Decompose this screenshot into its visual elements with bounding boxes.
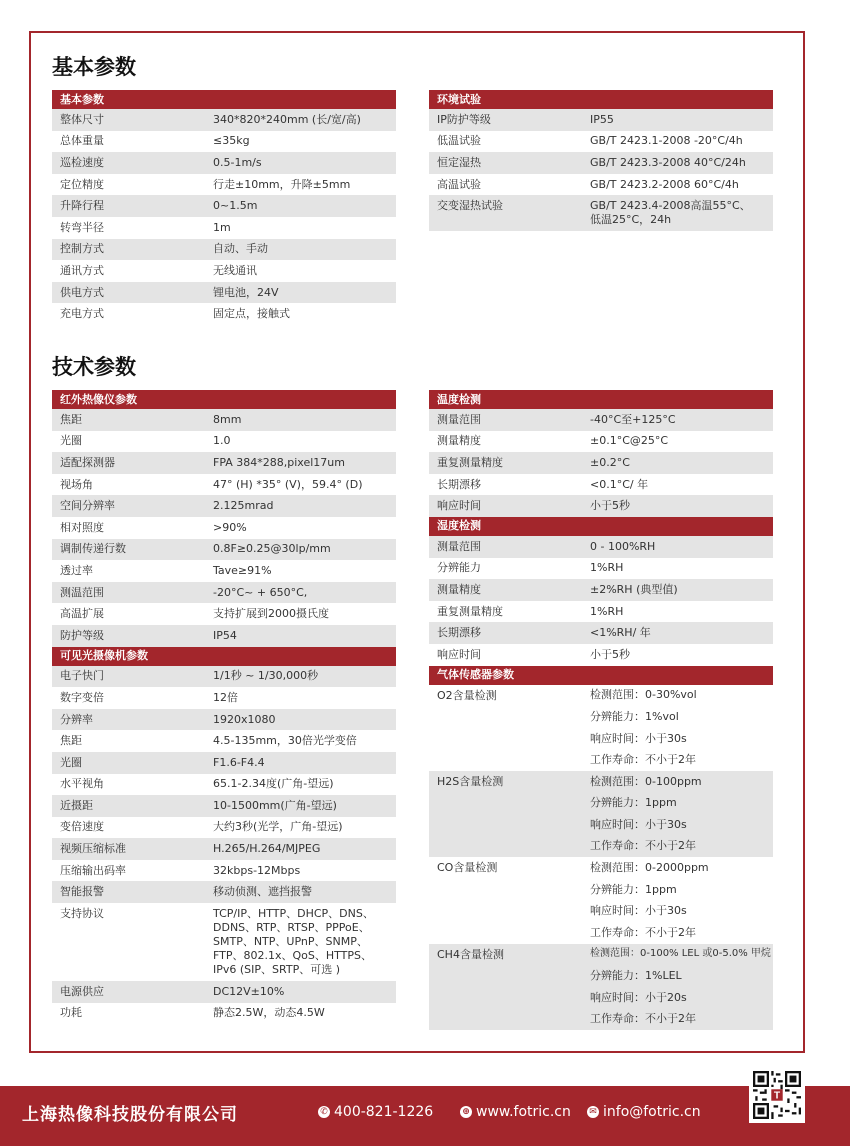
phone-number: 400-821-1226 bbox=[334, 1104, 434, 1120]
visible-row bbox=[52, 709, 396, 731]
temp-value: -40°C至+125°C bbox=[582, 409, 773, 431]
temp-header-row bbox=[429, 390, 773, 409]
gas-item: 工作寿命：不小于2年 bbox=[582, 1008, 773, 1030]
visible-value: 大约3秒(光学，广角-望远) bbox=[205, 817, 396, 839]
humid-header: 湿度检测 bbox=[429, 517, 773, 536]
basic-row bbox=[52, 260, 396, 282]
visible-value: DC12V±10% bbox=[205, 981, 396, 1003]
temp-row bbox=[429, 495, 773, 517]
basic-section-title: 基本参数 bbox=[52, 55, 136, 79]
gas-item: 分辨能力：1%LEL bbox=[582, 965, 773, 987]
website-contact[interactable] bbox=[460, 1104, 571, 1120]
basic-value: 0~1.5m bbox=[205, 195, 396, 217]
humid-label: 重复测量精度 bbox=[429, 601, 582, 623]
gas-item: 工作寿命：不小于2年 bbox=[582, 749, 773, 771]
visible-label: 支持协议 bbox=[52, 903, 205, 981]
visible-label: 视频压缩标准 bbox=[52, 838, 205, 860]
basic-value: 无线通讯 bbox=[205, 260, 396, 282]
visible-label: 数字变倍 bbox=[52, 687, 205, 709]
ir-value: 1.0 bbox=[205, 431, 396, 453]
ir-value: -20°C~ + 650°C, bbox=[205, 582, 396, 604]
basic-row bbox=[52, 174, 396, 196]
visible-label: 光圈 bbox=[52, 752, 205, 774]
phone-icon: ✆ bbox=[318, 1106, 330, 1118]
visible-label: 分辨率 bbox=[52, 709, 205, 731]
website-url: www.fotric.cn bbox=[476, 1104, 571, 1120]
ir-label: 防护等级 bbox=[52, 625, 205, 647]
basic-row bbox=[52, 282, 396, 304]
gas-item: 分辨能力：1ppm bbox=[582, 879, 773, 901]
ir-row bbox=[52, 603, 396, 625]
humid-value: <1%RH/ 年 bbox=[582, 622, 773, 644]
visible-label: 电源供应 bbox=[52, 981, 205, 1003]
env-label: 恒定湿热 bbox=[429, 152, 582, 174]
gas-row bbox=[429, 857, 773, 879]
visible-header: 可见光摄像机参数 bbox=[52, 647, 396, 666]
visible-label: 压缩输出码率 bbox=[52, 860, 205, 882]
basic-label: 转弯半径 bbox=[52, 217, 205, 239]
globe-icon: ⊕ bbox=[460, 1106, 472, 1118]
gas-group-name: CH4含量检测 bbox=[429, 944, 582, 1030]
humid-row bbox=[429, 558, 773, 580]
visible-row bbox=[52, 817, 396, 839]
env-label: 高温试验 bbox=[429, 174, 582, 196]
ir-row bbox=[52, 474, 396, 496]
company-name: 上海热像科技股份有限公司 bbox=[22, 1105, 238, 1125]
gas-item: 响应时间：小于30s bbox=[582, 728, 773, 750]
ir-value: 8mm bbox=[205, 409, 396, 431]
basic-label: 升降行程 bbox=[52, 195, 205, 217]
env-row bbox=[429, 174, 773, 196]
humid-label: 分辨能力 bbox=[429, 558, 582, 580]
env-label: 交变湿热试验 bbox=[429, 195, 582, 231]
qr-code-icon bbox=[753, 1071, 801, 1119]
visible-label: 电子快门 bbox=[52, 666, 205, 688]
ir-header-row bbox=[52, 390, 396, 409]
visible-value: TCP/IP、HTTP、DHCP、DNS、 DDNS、RTP、RTSP、PPPoE、 SMTP、NTP、UPnP、SNMP、 FTP、802.1x、QoS、HTTPS、 IPv6 (SIP、SRTP、可选 ) bbox=[205, 903, 396, 981]
ir-row bbox=[52, 495, 396, 517]
env-value: GB/T 2423.3-2008 40°C/24h bbox=[582, 152, 773, 174]
visible-row bbox=[52, 795, 396, 817]
ir-label: 空间分辨率 bbox=[52, 495, 205, 517]
humid-row bbox=[429, 536, 773, 558]
humid-row bbox=[429, 601, 773, 623]
visible-label: 变倍速度 bbox=[52, 817, 205, 839]
temp-label: 测量精度 bbox=[429, 431, 582, 453]
basic-row bbox=[52, 303, 396, 325]
basic-row bbox=[52, 195, 396, 217]
basic-label: 总体重量 bbox=[52, 131, 205, 153]
gas-header: 气体传感器参数 bbox=[429, 666, 773, 685]
visible-label: 近摄距 bbox=[52, 795, 205, 817]
temp-row bbox=[429, 474, 773, 496]
visible-value: 静态2.5W，动态4.5W bbox=[205, 1003, 396, 1025]
gas-item: 响应时间：小于30s bbox=[582, 900, 773, 922]
basic-header: 基本参数 bbox=[52, 90, 396, 109]
basic-label: 整体尺寸 bbox=[52, 109, 205, 131]
visible-header-row bbox=[52, 647, 396, 666]
basic-params-table bbox=[52, 90, 396, 325]
gas-group-name: H2S含量检测 bbox=[429, 771, 582, 857]
ir-label: 高温扩展 bbox=[52, 603, 205, 625]
temp-label: 长期漂移 bbox=[429, 474, 582, 496]
env-row bbox=[429, 195, 773, 231]
gas-header-row bbox=[429, 666, 773, 685]
basic-label: 供电方式 bbox=[52, 282, 205, 304]
ir-label: 测温范围 bbox=[52, 582, 205, 604]
basic-value: 自动、手动 bbox=[205, 239, 396, 261]
gas-item: 响应时间：小于30s bbox=[582, 814, 773, 836]
humid-header-row bbox=[429, 517, 773, 536]
basic-value: 锂电池，24V bbox=[205, 282, 396, 304]
env-row bbox=[429, 109, 773, 131]
humid-value: 0 - 100%RH bbox=[582, 536, 773, 558]
gas-row bbox=[429, 944, 773, 966]
ir-label: 光圈 bbox=[52, 431, 205, 453]
ir-value: Tave≥91% bbox=[205, 560, 396, 582]
visible-label: 水平视角 bbox=[52, 774, 205, 796]
visible-row bbox=[52, 903, 396, 981]
env-label: IP防护等级 bbox=[429, 109, 582, 131]
basic-label: 定位精度 bbox=[52, 174, 205, 196]
env-row bbox=[429, 152, 773, 174]
basic-label: 通讯方式 bbox=[52, 260, 205, 282]
env-header: 环境试验 bbox=[429, 90, 773, 109]
visible-row bbox=[52, 838, 396, 860]
visible-row bbox=[52, 1003, 396, 1025]
visible-label: 焦距 bbox=[52, 730, 205, 752]
visible-row bbox=[52, 860, 396, 882]
gas-item: 响应时间：小于20s bbox=[582, 987, 773, 1009]
gas-row bbox=[429, 771, 773, 793]
temp-label: 重复测量精度 bbox=[429, 452, 582, 474]
visible-value: 32kbps-12Mbps bbox=[205, 860, 396, 882]
temp-value: <0.1°C/ 年 bbox=[582, 474, 773, 496]
ir-label: 适配探测器 bbox=[52, 452, 205, 474]
env-header-row bbox=[429, 90, 773, 109]
ir-value: 支持扩展到2000摄氏度 bbox=[205, 603, 396, 625]
temp-label: 响应时间 bbox=[429, 495, 582, 517]
temp-row bbox=[429, 431, 773, 453]
qr-badge-letter: T bbox=[773, 1090, 781, 1102]
basic-label: 巡检速度 bbox=[52, 152, 205, 174]
ir-value: FPA 384*288,pixel17um bbox=[205, 452, 396, 474]
temp-value: 小于5秒 bbox=[582, 495, 773, 517]
ir-row bbox=[52, 539, 396, 561]
gas-item: 检测范围：0-30%vol bbox=[582, 685, 773, 707]
visible-row bbox=[52, 730, 396, 752]
basic-label: 控制方式 bbox=[52, 239, 205, 261]
visible-value: 4.5-135mm，30倍光学变倍 bbox=[205, 730, 396, 752]
env-row bbox=[429, 131, 773, 153]
visible-value: F1.6-F4.4 bbox=[205, 752, 396, 774]
phone-contact[interactable] bbox=[318, 1104, 433, 1120]
humid-row bbox=[429, 644, 773, 666]
basic-header-row bbox=[52, 90, 396, 109]
humid-value: 1%RH bbox=[582, 558, 773, 580]
gas-item: 工作寿命：不小于2年 bbox=[582, 836, 773, 858]
env-value: GB/T 2423.1-2008 -20°C/4h bbox=[582, 131, 773, 153]
email-contact[interactable] bbox=[587, 1104, 701, 1120]
basic-row bbox=[52, 217, 396, 239]
basic-value: 行走±10mm，升降±5mm bbox=[205, 174, 396, 196]
ir-row bbox=[52, 582, 396, 604]
ir-value: >90% bbox=[205, 517, 396, 539]
ir-value: 47° (H) *35° (V)，59.4° (D) bbox=[205, 474, 396, 496]
camera-params-table bbox=[52, 390, 396, 1024]
basic-value: ≤35kg bbox=[205, 131, 396, 153]
ir-value: IP54 bbox=[205, 625, 396, 647]
env-label: 低温试验 bbox=[429, 131, 582, 153]
visible-value: 12倍 bbox=[205, 687, 396, 709]
env-value: GB/T 2423.2-2008 60°C/4h bbox=[582, 174, 773, 196]
basic-value: 340*820*240mm (长/宽/高) bbox=[205, 109, 396, 131]
ir-header: 红外热像仪参数 bbox=[52, 390, 396, 409]
gas-item: 检测范围：0-100% LEL 或0-5.0% 甲烷 bbox=[582, 944, 773, 966]
basic-row bbox=[52, 109, 396, 131]
mail-icon: ✉ bbox=[587, 1106, 599, 1118]
basic-value: 固定点，接触式 bbox=[205, 303, 396, 325]
ir-value: 0.8F≥0.25@30lp/mm bbox=[205, 539, 396, 561]
visible-value: 1/1秒 ~ 1/30,000秒 bbox=[205, 666, 396, 688]
temp-value: ±0.2°C bbox=[582, 452, 773, 474]
ir-value: 2.125mrad bbox=[205, 495, 396, 517]
env-value: IP55 bbox=[582, 109, 773, 131]
temp-label: 测量范围 bbox=[429, 409, 582, 431]
temp-row bbox=[429, 452, 773, 474]
humid-label: 测量精度 bbox=[429, 579, 582, 601]
visible-value: 1920x1080 bbox=[205, 709, 396, 731]
humid-value: ±2%RH (典型值) bbox=[582, 579, 773, 601]
gas-group-name: O2含量检测 bbox=[429, 685, 582, 771]
visible-row bbox=[52, 881, 396, 903]
ir-row bbox=[52, 409, 396, 431]
temp-row bbox=[429, 409, 773, 431]
basic-value: 0.5-1m/s bbox=[205, 152, 396, 174]
visible-label: 智能报警 bbox=[52, 881, 205, 903]
gas-item: 检测范围：0-2000ppm bbox=[582, 857, 773, 879]
basic-row bbox=[52, 131, 396, 153]
ir-row bbox=[52, 625, 396, 647]
ir-label: 透过率 bbox=[52, 560, 205, 582]
gas-item: 工作寿命：不小于2年 bbox=[582, 922, 773, 944]
temp-value: ±0.1°C@25°C bbox=[582, 431, 773, 453]
humid-row bbox=[429, 622, 773, 644]
ir-row bbox=[52, 431, 396, 453]
basic-label: 充电方式 bbox=[52, 303, 205, 325]
humid-value: 1%RH bbox=[582, 601, 773, 623]
sensor-params-table bbox=[429, 390, 773, 1030]
ir-row bbox=[52, 560, 396, 582]
temp-header: 温度检测 bbox=[429, 390, 773, 409]
visible-value: 65.1-2.34度(广角-望远) bbox=[205, 774, 396, 796]
gas-item: 分辨能力：1%vol bbox=[582, 706, 773, 728]
ir-label: 视场角 bbox=[52, 474, 205, 496]
env-value: GB/T 2423.4-2008高温55°C、 低温25°C，24h bbox=[582, 195, 773, 231]
qr-code[interactable] bbox=[749, 1067, 805, 1123]
footer-bar bbox=[0, 1086, 850, 1146]
email-address: info@fotric.cn bbox=[603, 1104, 701, 1120]
visible-row bbox=[52, 981, 396, 1003]
ir-label: 调制传递行数 bbox=[52, 539, 205, 561]
visible-row bbox=[52, 752, 396, 774]
humid-label: 测量范围 bbox=[429, 536, 582, 558]
ir-row bbox=[52, 517, 396, 539]
ir-row bbox=[52, 452, 396, 474]
humid-label: 长期漂移 bbox=[429, 622, 582, 644]
visible-row bbox=[52, 687, 396, 709]
env-test-table bbox=[429, 90, 773, 231]
humid-row bbox=[429, 579, 773, 601]
gas-item: 检测范围：0-100ppm bbox=[582, 771, 773, 793]
visible-value: 移动侦测、遮挡报警 bbox=[205, 881, 396, 903]
basic-row bbox=[52, 152, 396, 174]
ir-label: 相对照度 bbox=[52, 517, 205, 539]
visible-row bbox=[52, 774, 396, 796]
gas-group-name: CO含量检测 bbox=[429, 857, 582, 943]
gas-item: 分辨能力：1ppm bbox=[582, 793, 773, 815]
ir-label: 焦距 bbox=[52, 409, 205, 431]
visible-label: 功耗 bbox=[52, 1003, 205, 1025]
humid-label: 响应时间 bbox=[429, 644, 582, 666]
basic-row bbox=[52, 239, 396, 261]
visible-value: 10-1500mm(广角-望远) bbox=[205, 795, 396, 817]
basic-value: 1m bbox=[205, 217, 396, 239]
tech-section-title: 技术参数 bbox=[52, 355, 136, 379]
humid-value: 小于5秒 bbox=[582, 644, 773, 666]
visible-value: H.265/H.264/MJPEG bbox=[205, 838, 396, 860]
gas-row bbox=[429, 685, 773, 707]
visible-row bbox=[52, 666, 396, 688]
